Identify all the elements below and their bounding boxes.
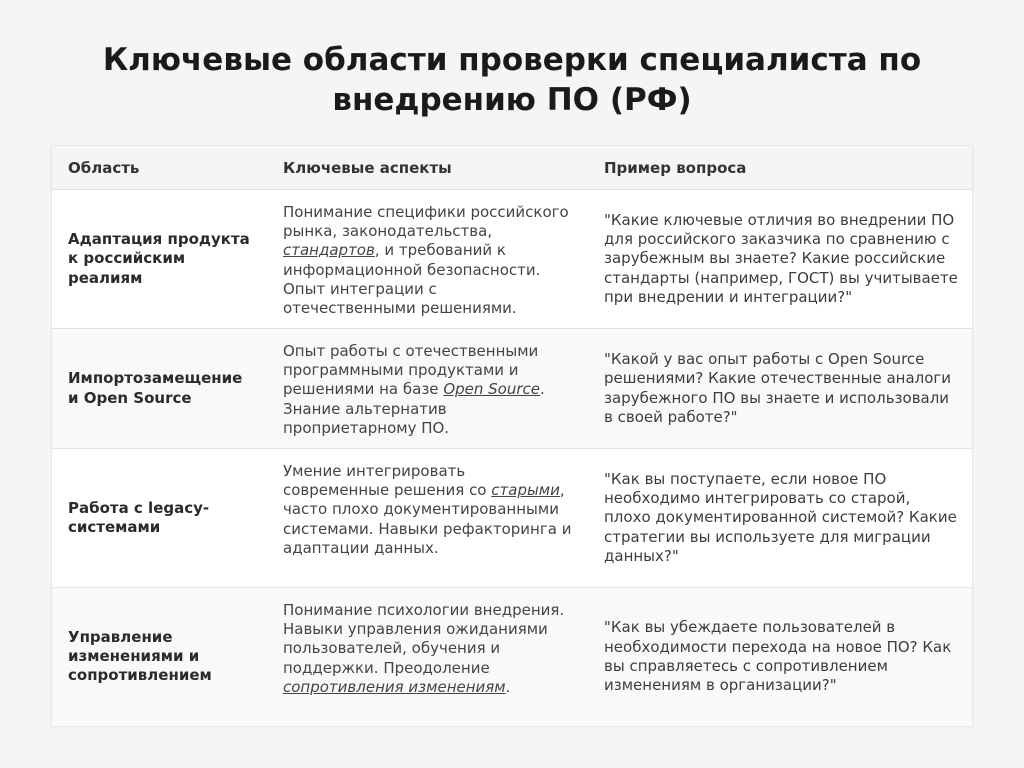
aspects-cell — [267, 588, 588, 726]
page-title: Ключевые области проверки специалиста по внедрению ПО (РФ) — [102, 42, 922, 118]
aspects-text: Понимание специфики российского рынка, законодательства, — [283, 203, 569, 241]
areas-table — [52, 146, 972, 726]
question-cell: "Как вы убеждаете пользователей в необходимости перехода на новое ПО? Как вы справляетесь с сопротивлением изменениям в организации?" — [588, 588, 972, 726]
column-header-area: Область — [52, 146, 267, 190]
aspects-text: Умение интегрировать современные решения со — [283, 462, 492, 500]
aspects-text: , часто плохо документированными системами. Навыки рефакторинга и адаптации данных. — [283, 481, 572, 557]
highlighted-term: старыми — [491, 481, 560, 500]
aspects-text: Понимание психологии внедрения. Навыки управления ожиданиями пользователей, обучения и поддержки. Преодоление — [283, 601, 565, 677]
highlighted-term: сопротивления изменениям — [283, 677, 506, 696]
question-cell: "Как вы поступаете, если новое ПО необходимо интегрировать со старой, плохо документированной системой? Какие стратегии вы используете для миграции данных?" — [588, 449, 972, 588]
area-cell: Управление изменениями и сопротивлением — [52, 588, 267, 726]
highlighted-term: Open Source — [443, 380, 540, 399]
table-row — [52, 588, 972, 726]
aspects-cell — [267, 190, 588, 329]
table-row — [52, 329, 972, 449]
aspects-text: , и требований к информационной безопасности. Опыт интеграции с отечественными решениями. — [283, 241, 541, 318]
question-cell: "Какие ключевые отличия во внедрении ПО для российского заказчика по сравнению с зарубежным вы знаете? Какие российские стандарты (например, ГОСТ) вы учитываете при внедрении и интеграции?" — [588, 190, 972, 329]
area-cell: Работа с legacy-системами — [52, 449, 267, 588]
table-header-row — [52, 146, 972, 190]
aspects-text: . — [505, 677, 511, 696]
aspects-cell — [267, 329, 588, 449]
highlighted-term: стандартов — [283, 241, 375, 260]
aspects-cell — [267, 449, 588, 588]
aspects-text: . Знание альтернатив проприетарному ПО. — [283, 380, 545, 437]
column-header-aspects: Ключевые аспекты — [267, 146, 588, 190]
aspects-text: Опыт работы с отечественными программными продуктами и решениями на базе — [283, 342, 539, 399]
area-cell: Импортозамещение и Open Source — [52, 329, 267, 449]
table-row — [52, 190, 972, 329]
area-cell: Адаптация продукта к российским реалиям — [52, 190, 267, 329]
question-cell: "Какой у вас опыт работы с Open Source решениями? Какие отечественные аналоги зарубежного ПО вы знаете и использовали в своей работе?" — [588, 329, 972, 449]
table-row — [52, 449, 972, 588]
column-header-question: Пример вопроса — [588, 146, 972, 190]
